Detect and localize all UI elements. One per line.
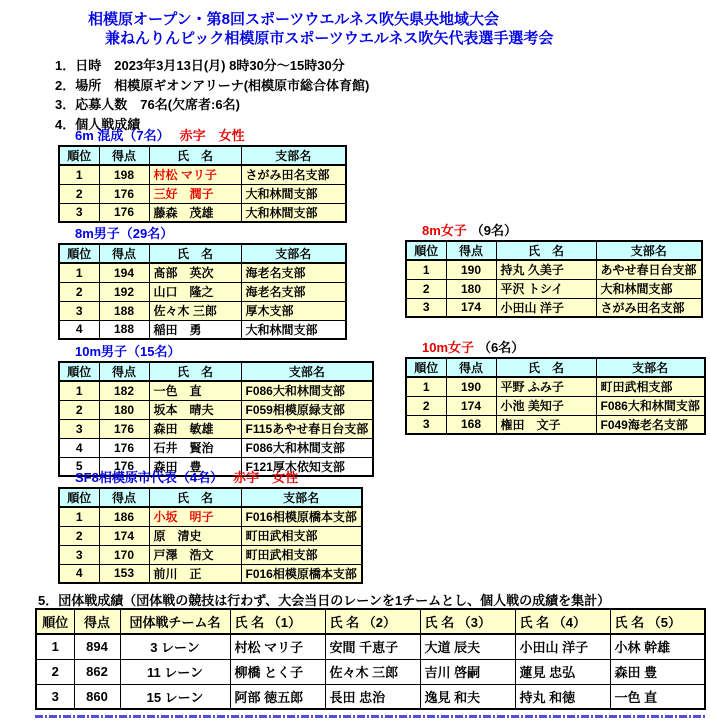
column-header: 順位: [36, 609, 74, 634]
table-cell: 860: [74, 684, 120, 709]
table-row: [36, 659, 705, 684]
table-cell: 森田 豊: [149, 457, 241, 476]
table-10m-men: [58, 361, 374, 477]
table-cell: 権田 文子: [496, 415, 596, 434]
section-label: [422, 224, 703, 238]
table-cell: 176: [99, 438, 149, 457]
table-cell: 2: [59, 282, 99, 301]
column-header: 氏 名: [149, 146, 241, 165]
table-cell: 180: [99, 400, 149, 419]
table-cell: 森田 豊: [610, 659, 705, 684]
column-header: 得点: [99, 488, 149, 507]
results-table: [58, 145, 347, 223]
table-cell: 稲田 勇: [149, 320, 241, 339]
table-cell: さがみ田名支部: [241, 165, 346, 184]
table-cell: 小田山 洋子: [496, 298, 596, 317]
header-row: [406, 358, 705, 377]
table-cell: 1: [59, 381, 99, 400]
table-row: [59, 438, 373, 457]
table-cell: 894: [74, 634, 120, 659]
table-cell: F059相模原緑支部: [241, 400, 373, 419]
column-header: 順位: [59, 244, 99, 263]
table-cell: 3: [59, 203, 99, 222]
column-header: 順位: [406, 358, 446, 377]
table-row: [36, 634, 705, 659]
section-10m-men: [58, 345, 374, 477]
section-6m-mixed: [58, 129, 347, 223]
table-cell: 3: [59, 545, 99, 564]
section-label: [75, 129, 347, 143]
section-label-note: 赤字 女性: [179, 128, 245, 143]
table-cell: 前川 正: [149, 564, 241, 583]
table-row: [59, 507, 362, 526]
table-row: [36, 684, 705, 709]
table-cell: 174: [99, 526, 149, 545]
table-cell: 3: [36, 684, 74, 709]
table-cell: 190: [446, 260, 496, 279]
table-cell: 原 清史: [149, 526, 241, 545]
section-label-text: 6m 混成（7名）: [75, 128, 170, 143]
table-cell: 3: [59, 301, 99, 320]
table-row: [406, 298, 702, 317]
table-cell: 1: [59, 263, 99, 282]
table-cell: 平沢 トシイ: [496, 279, 596, 298]
table-cell: 194: [99, 263, 149, 282]
section-team-results: [35, 608, 706, 710]
column-header: 支部名: [241, 244, 346, 263]
table-cell: 188: [99, 320, 149, 339]
column-header: 得点: [446, 358, 496, 377]
results-table: [405, 357, 706, 435]
table-cell: 蓮見 忠弘: [515, 659, 610, 684]
table-cell: 坂本 晴夫: [149, 400, 241, 419]
section-label: [422, 341, 706, 355]
table-cell: 柳橋 とく子: [230, 659, 325, 684]
table-cell: F016相模原橋本支部: [241, 507, 362, 526]
page-title: [88, 10, 553, 48]
column-header: 順位: [59, 146, 99, 165]
results-table: [35, 608, 706, 710]
table-row: [59, 419, 373, 438]
header-row: [36, 609, 705, 634]
header-row: [59, 362, 373, 381]
table-cell: 3: [406, 415, 446, 434]
column-header: 氏 名 （3）: [420, 609, 515, 634]
column-header: 支部名: [241, 488, 362, 507]
column-header: 氏 名 （1）: [230, 609, 325, 634]
table-row: [406, 279, 702, 298]
table-cell: 大和林間支部: [241, 320, 346, 339]
table-cell: 1: [406, 377, 446, 396]
table-cell: 石井 賢治: [149, 438, 241, 457]
table-8m-men: [58, 243, 347, 340]
table-cell: 182: [99, 381, 149, 400]
table-cell: 町田武相支部: [241, 545, 362, 564]
table-cell: 村松 マリ子: [149, 165, 241, 184]
section-label-text: 10m女子: [422, 340, 475, 355]
column-header: 氏 名: [149, 244, 241, 263]
table-cell: 小林 幹雄: [610, 634, 705, 659]
table-row: [59, 301, 346, 320]
column-header: 順位: [59, 362, 99, 381]
table-cell: 2: [406, 279, 446, 298]
table-cell: 小池 美知子: [496, 396, 596, 415]
table-cell: 3: [59, 419, 99, 438]
column-header: 支部名: [241, 362, 373, 381]
table-cell: 大和林間支部: [596, 279, 702, 298]
table-cell: 森田 敏雄: [149, 419, 241, 438]
table-cell: F016相模原橋本支部: [241, 564, 362, 583]
column-header: 支部名: [596, 241, 702, 260]
table-cell: 2: [36, 659, 74, 684]
table-cell: 大和林間支部: [241, 184, 346, 203]
table-cell: 持丸 久美子: [496, 260, 596, 279]
column-header: 氏 名: [149, 362, 241, 381]
table-cell: 176: [99, 203, 149, 222]
section-label-text: 8m男子（29名）: [75, 226, 174, 241]
table-cell: F121厚木依知支部: [241, 457, 373, 476]
table-row: [59, 545, 362, 564]
table-cell: 吉川 啓嗣: [420, 659, 515, 684]
table-cell: 海老名支部: [241, 263, 346, 282]
header-row: [59, 244, 346, 263]
info-line-date: 1．日時 2023年3月13日(月) 8時30分～15時30分: [55, 58, 345, 73]
section-label-note: （9名）: [470, 223, 518, 238]
column-header: 支部名: [596, 358, 705, 377]
column-header: 氏 名: [496, 358, 596, 377]
event-info-list: [55, 56, 369, 134]
table-row: [59, 381, 373, 400]
table-cell: 大道 辰夫: [420, 634, 515, 659]
column-header: 得点: [99, 146, 149, 165]
table-cell: 176: [99, 457, 149, 476]
column-header: 氏 名 （5）: [610, 609, 705, 634]
table-row: [59, 526, 362, 545]
title-line-2: 兼ねんりんピック相模原市スポーツウエルネス吹矢代表選手選考会: [105, 30, 554, 47]
table-row: [406, 260, 702, 279]
info-line-entrants: 3．応募人数 76名(欠席者:6名): [55, 97, 240, 112]
table-cell: F086大和林間支部: [241, 438, 373, 457]
table-cell: 持丸 和徳: [515, 684, 610, 709]
table-cell: 1: [406, 260, 446, 279]
table-cell: 170: [99, 545, 149, 564]
column-header: 得点: [74, 609, 120, 634]
info-line-place: 2．場所 相模原ギオンアリーナ(相模原市総合体育館): [55, 77, 370, 93]
table-cell: 長田 忠治: [325, 684, 420, 709]
table-cell: 三好 潤子: [149, 184, 241, 203]
table-cell: 180: [446, 279, 496, 298]
table-cell: 11 レーン: [120, 659, 230, 684]
table-sf8-representatives: [58, 487, 363, 584]
table-row: [59, 282, 346, 301]
table-cell: 188: [99, 301, 149, 320]
table-cell: 190: [446, 377, 496, 396]
table-cell: 平野 ふみ子: [496, 377, 596, 396]
section-label-text: 10m男子（15名）: [75, 344, 181, 359]
section-8m-women: [405, 224, 703, 318]
table-cell: 逸見 和夫: [420, 684, 515, 709]
table-cell: F086大和林間支部: [241, 381, 373, 400]
table-cell: 小坂 明子: [149, 507, 241, 526]
table-row: [406, 377, 705, 396]
results-table: [405, 240, 703, 318]
section-label: [75, 227, 347, 241]
section-label: [75, 471, 363, 485]
table-cell: 174: [446, 298, 496, 317]
section-label-note: （6名）: [478, 340, 525, 355]
table-cell: 153: [99, 564, 149, 583]
table-row: [59, 263, 346, 282]
table-row: [59, 564, 362, 583]
header-row: [406, 241, 702, 260]
table-cell: 村松 マリ子: [230, 634, 325, 659]
results-table: [58, 243, 347, 340]
table-cell: 5: [59, 457, 99, 476]
table-cell: 176: [99, 419, 149, 438]
section-label-text: SF8相模原市代表（4名）: [75, 470, 224, 485]
column-header: 支部名: [241, 146, 346, 165]
column-header: 得点: [446, 241, 496, 260]
table-cell: 藤森 茂雄: [149, 203, 241, 222]
section-sf8-representatives: [58, 471, 363, 584]
table-cell: 15 レーン: [120, 684, 230, 709]
table-cell: 一色 直: [149, 381, 241, 400]
table-cell: 海老名支部: [241, 282, 346, 301]
table-cell: 2: [406, 396, 446, 415]
table-cell: 862: [74, 659, 120, 684]
table-cell: 町田武相支部: [241, 526, 362, 545]
results-table: [58, 487, 363, 584]
table-cell: 山口 隆之: [149, 282, 241, 301]
table-cell: 198: [99, 165, 149, 184]
column-header: 団体戦チーム名: [120, 609, 230, 634]
table-row: [406, 415, 705, 434]
table-cell: 1: [36, 634, 74, 659]
section-10m-women: [405, 341, 706, 435]
table-cell: 192: [99, 282, 149, 301]
header-row: [59, 488, 362, 507]
column-header: 順位: [406, 241, 446, 260]
table-cell: 174: [446, 396, 496, 415]
table-cell: 小田山 洋子: [515, 634, 610, 659]
table-cell: 1: [59, 165, 99, 184]
table-cell: 2: [59, 184, 99, 203]
table-cell: 4: [59, 438, 99, 457]
column-header: 氏 名: [496, 241, 596, 260]
table-cell: 2: [59, 400, 99, 419]
column-header: 氏 名 （4）: [515, 609, 610, 634]
header-row: [59, 146, 346, 165]
page-break-divider: [35, 715, 705, 718]
table-cell: 168: [446, 415, 496, 434]
table-cell: 髙部 英次: [149, 263, 241, 282]
table-row: [59, 203, 346, 222]
table-cell: 186: [99, 507, 149, 526]
info-line-individual-results: 4．個人戦成績: [55, 116, 141, 132]
table-cell: 厚木支部: [241, 301, 346, 320]
table-10m-women: [405, 357, 706, 435]
table-cell: 1: [59, 507, 99, 526]
section-label-text: 8m女子: [422, 223, 467, 238]
table-cell: 阿部 徳五郎: [230, 684, 325, 709]
table-cell: F086大和林間支部: [596, 396, 705, 415]
table-row: [406, 396, 705, 415]
table-row: [59, 400, 373, 419]
table-cell: 佐々木 三郎: [149, 301, 241, 320]
table-cell: 176: [99, 184, 149, 203]
table-cell: 一色 直: [610, 684, 705, 709]
table-cell: 大和林間支部: [241, 203, 346, 222]
column-header: 得点: [99, 362, 149, 381]
section-label: [75, 345, 374, 359]
table-cell: 3 レーン: [120, 634, 230, 659]
table-row: [59, 320, 346, 339]
table-row: [59, 165, 346, 184]
column-header: 順位: [59, 488, 99, 507]
table-cell: 4: [59, 564, 99, 583]
column-header: 氏 名 （2）: [325, 609, 420, 634]
table-cell: 戸澤 浩文: [149, 545, 241, 564]
table-cell: さがみ田名支部: [596, 298, 702, 317]
table-cell: F115あやせ春日台支部: [241, 419, 373, 438]
results-table: [58, 361, 374, 477]
table-row: [59, 184, 346, 203]
section-label-note: 赤字 女性: [233, 470, 299, 485]
column-header: 得点: [99, 244, 149, 263]
table-8m-women: [405, 240, 703, 318]
table-cell: あやせ春日台支部: [596, 260, 702, 279]
column-header: 氏 名: [149, 488, 241, 507]
table-cell: 町田武相支部: [596, 377, 705, 396]
table-cell: 3: [406, 298, 446, 317]
title-line-1: 相模原オープン・第8回スポーツウエルネス吹矢県央地域大会: [88, 11, 499, 28]
table-cell: 2: [59, 526, 99, 545]
table-cell: 安間 千恵子: [325, 634, 420, 659]
section-8m-men: [58, 227, 347, 340]
team-results-heading: 5．団体戦成績（団体戦の競技は行わず、大会当日のレーンを1チームとし、個人戦の成績を集計）: [38, 593, 611, 608]
table-cell: 4: [59, 320, 99, 339]
table-cell: 佐々木 三郎: [325, 659, 420, 684]
table-6m-mixed: [58, 145, 347, 223]
table-team-results: [35, 608, 706, 710]
table-cell: F049海老名支部: [596, 415, 705, 434]
